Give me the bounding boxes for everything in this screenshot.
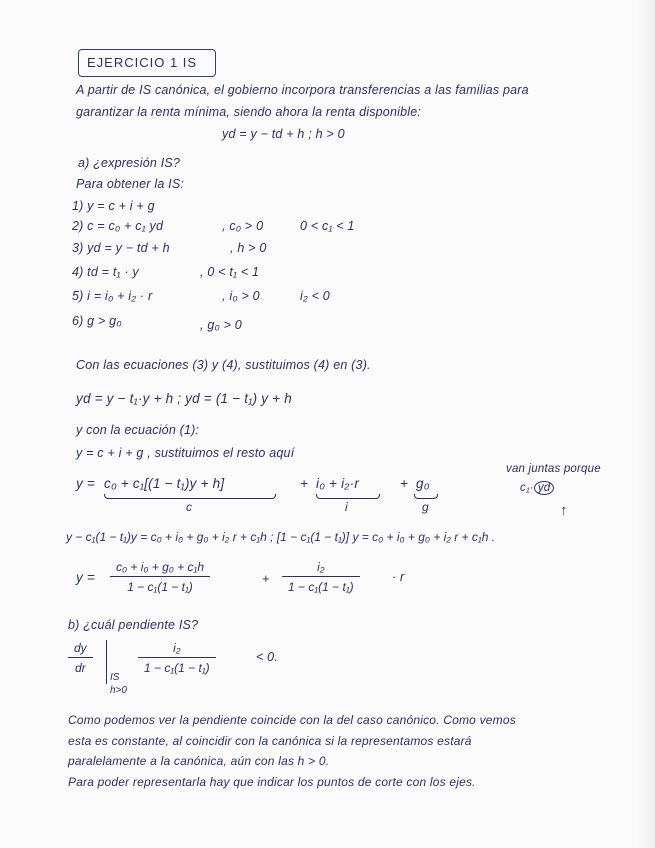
result-den-2: 1 − c₁(1 − t₁) xyxy=(288,580,354,594)
long-equation: y − c₁(1 − t₁)y = c₀ + i₀ + g₀ + i₂ r + c₁h ; [1 − c₁(1 − t₁)] y = c₀ + i₀ + g₀ + i₂ r + c₁h . xyxy=(66,530,496,544)
slope-num: i₂ xyxy=(138,641,216,658)
sub-eq-c-part: c₀ + c₁[(1 − t₁)y + h] xyxy=(104,476,225,491)
side-note: van juntas porque xyxy=(506,463,601,475)
side-note-prefix: c₁· xyxy=(520,482,534,494)
step-1-text: Con las ecuaciones (3) y (4), sustituimos (4) en (3). xyxy=(76,358,371,372)
side-note-equation xyxy=(520,482,554,494)
slope-tail: < 0. xyxy=(256,650,278,664)
equation-5: 5) i = i₀ + i₂ · r xyxy=(72,289,153,303)
equation-6-cond: , g₀ > 0 xyxy=(200,318,242,332)
equation-6: 6) g > g₀ xyxy=(72,314,122,328)
slope-fraction xyxy=(138,641,216,675)
part-b-question: b) ¿cuál pendiente IS? xyxy=(68,618,199,632)
conclusion-line-3: paralelamente a la canónica, aún con las h > 0. xyxy=(68,754,330,768)
circled-yd: yd xyxy=(534,481,555,495)
equation-1: 1) y = c + i + g xyxy=(72,199,155,213)
eval-sub-is: IS xyxy=(110,672,120,683)
step-2-equation: y = c + i + g , sustituimos el resto aquí xyxy=(76,446,295,460)
slope-den: 1 − c₁(1 − t₁) xyxy=(144,661,210,675)
equation-5-cond: , i₀ > 0 xyxy=(222,289,260,303)
underbrace-i-label: i xyxy=(345,500,348,514)
exercise-title-box xyxy=(78,49,216,77)
sub-eq-plus-1: + xyxy=(300,476,309,491)
conclusion-line-1: Como podemos ver la pendiente coincide con la del caso canónico. Como vemos xyxy=(68,713,516,727)
sub-eq-plus-2: + xyxy=(400,476,409,491)
result-num-2: i₂ xyxy=(282,560,360,577)
up-arrow-icon: ↑ xyxy=(560,502,568,519)
underbrace-i xyxy=(316,494,380,499)
underbrace-g-label: g xyxy=(422,500,429,514)
exercise-title: EJERCICIO 1 IS xyxy=(87,55,198,70)
result-lhs: y = xyxy=(76,570,95,585)
main-equation: yd = y − td + h ; h > 0 xyxy=(222,127,345,141)
equation-3: 3) yd = y − td + h xyxy=(72,241,170,255)
result-den-1: 1 − c₁(1 − t₁) xyxy=(127,580,193,594)
result-num-1: c₀ + i₀ + g₀ + c₁h xyxy=(110,560,210,577)
conclusion-line-4: Para poder representarla hay que indicar los puntos de corte con los ejes. xyxy=(68,775,476,789)
result-fraction-1 xyxy=(110,560,210,594)
derivative-den: dr xyxy=(75,661,86,675)
equation-2-cond2: 0 < c₁ < 1 xyxy=(300,219,355,233)
intro-line-1: A partir de IS canónica, el gobierno incorpora transferencias a las familias para xyxy=(76,83,529,97)
evaluation-bar xyxy=(106,640,107,684)
sub-eq-i-part: i₀ + i₂·r xyxy=(316,476,360,491)
part-a-lead: Para obtener la IS: xyxy=(76,177,185,191)
intro-line-2: garantizar la renta mínima, siendo ahora la renta disponible: xyxy=(76,105,422,119)
step-1-equation: yd = y − t₁·y + h ; yd = (1 − t₁) y + h xyxy=(76,391,292,406)
step-2-text: y con la ecuación (1): xyxy=(76,423,200,437)
underbrace-g xyxy=(414,494,438,499)
equation-2-cond: , c₀ > 0 xyxy=(222,219,264,233)
equation-4-cond: , 0 < t₁ < 1 xyxy=(200,265,260,279)
part-a-question: a) ¿expresión IS? xyxy=(78,156,181,170)
underbrace-c-label: c xyxy=(186,500,192,514)
result-plus: + xyxy=(262,572,270,586)
underbrace-c xyxy=(104,494,276,499)
eval-sub-h: h>0 xyxy=(110,685,127,696)
equation-4: 4) td = t₁ · y xyxy=(72,265,139,279)
result-fraction-2 xyxy=(282,560,360,594)
equation-3-cond: , h > 0 xyxy=(230,241,267,255)
page-edge-shadow xyxy=(635,0,655,848)
derivative-num: dy xyxy=(68,641,93,658)
sub-eq-g-part: g₀ xyxy=(416,476,430,491)
equation-2: 2) c = c₀ + c₁ yd xyxy=(72,219,164,233)
derivative-dy-dr xyxy=(68,641,93,675)
result-tail: · r xyxy=(392,570,405,584)
conclusion-line-2: esta es constante, al coincidir con la canónica si la representamos estará xyxy=(68,734,472,748)
equation-5-cond2: i₂ < 0 xyxy=(300,289,330,303)
sub-eq-lhs: y = xyxy=(76,476,95,491)
